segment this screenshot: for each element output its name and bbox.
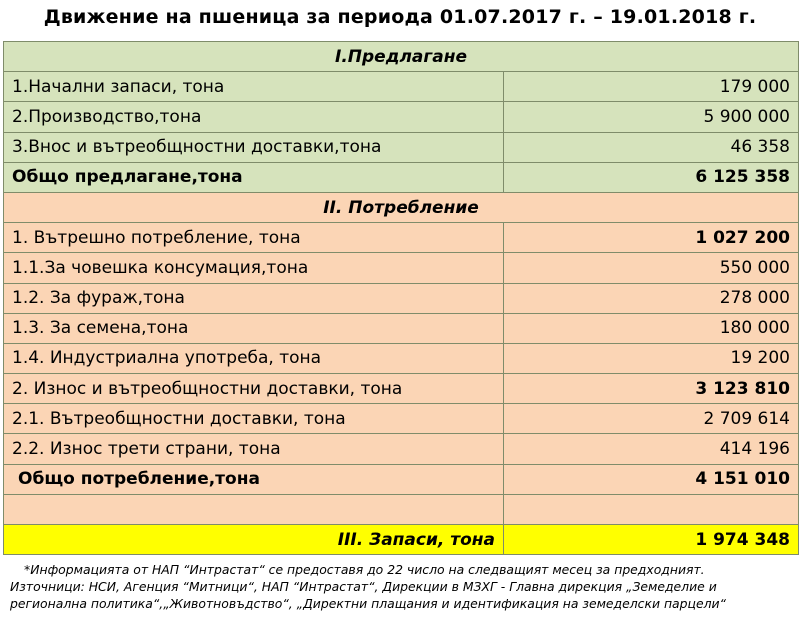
supply-section-header-row (4, 42, 799, 72)
row-label: 1.3. За семена,тона (4, 313, 504, 343)
table-row (4, 102, 799, 132)
footnote-line-2: Източници: НСИ, Агенция “Митници“, НАП “Интрастат“, Дирекции в МЗХГ - Главна дирекция „Земеделие и (10, 579, 717, 594)
sources-footnote (10, 561, 795, 612)
supply-total-value: 6 125 358 (504, 162, 799, 192)
footnote-line-3: регионална политика“,„Животновъдство“, „Директни плащания и идентификация на земеделски парцели“ (10, 596, 726, 611)
row-value: 46 358 (504, 132, 799, 162)
row-label: 2.1. Вътреобщностни доставки, тона (4, 404, 504, 434)
table-row (4, 223, 799, 253)
table-row (4, 404, 799, 434)
row-label: 1. Вътрешно потребление, тона (4, 223, 504, 253)
consumption-total-row (4, 464, 799, 494)
footnote-line-1: *Информацията от НАП “Интрастат“ се предоставя до 22 число на следващият месец за предходният. (24, 562, 705, 577)
row-value: 19 200 (504, 343, 799, 373)
stocks-row (4, 525, 799, 555)
table-row (4, 253, 799, 283)
row-label: 2.2. Износ трети страни, тона (4, 434, 504, 464)
table-row (4, 343, 799, 373)
empty-cell (504, 494, 799, 524)
table-row (4, 313, 799, 343)
row-value: 2 709 614 (504, 404, 799, 434)
consumption-section-header-row (4, 192, 799, 222)
supply-section-header: I.Предлагане (4, 42, 799, 72)
row-value: 414 196 (504, 434, 799, 464)
row-label: 2.Производство,тона (4, 102, 504, 132)
consumption-section-header: II. Потребление (4, 192, 799, 222)
supply-total-row (4, 162, 799, 192)
table-row (4, 374, 799, 404)
row-value: 179 000 (504, 72, 799, 102)
row-label: 1.4. Индустриална употреба, тона (4, 343, 504, 373)
table-row (4, 434, 799, 464)
row-value: 550 000 (504, 253, 799, 283)
table-row (4, 283, 799, 313)
row-label: 2. Износ и вътреобщностни доставки, тона (4, 374, 504, 404)
stocks-value: 1 974 348 (504, 525, 799, 555)
row-value: 3 123 810 (504, 374, 799, 404)
consumption-total-value: 4 151 010 (504, 464, 799, 494)
supply-total-label: Общо предлагане,тона (4, 162, 504, 192)
row-label: 1.1.За човешка консумация,тона (4, 253, 504, 283)
row-value: 1 027 200 (504, 223, 799, 253)
row-value: 180 000 (504, 313, 799, 343)
table-row (4, 132, 799, 162)
empty-cell (4, 494, 504, 524)
row-value: 5 900 000 (504, 102, 799, 132)
consumption-total-label: Общо потребление,тона (4, 464, 504, 494)
table-row (4, 72, 799, 102)
row-label: 1.Начални запаси, тона (4, 72, 504, 102)
row-label: 3.Внос и вътреобщностни доставки,тона (4, 132, 504, 162)
stocks-label: III. Запаси, тона (4, 525, 504, 555)
row-label: 1.2. За фураж,тона (4, 283, 504, 313)
empty-row (4, 494, 799, 524)
page-title: Движение на пшеница за периода 01.07.2017 г. – 19.01.2018 г. (43, 6, 757, 28)
row-value: 278 000 (504, 283, 799, 313)
wheat-balance-table (3, 41, 799, 555)
